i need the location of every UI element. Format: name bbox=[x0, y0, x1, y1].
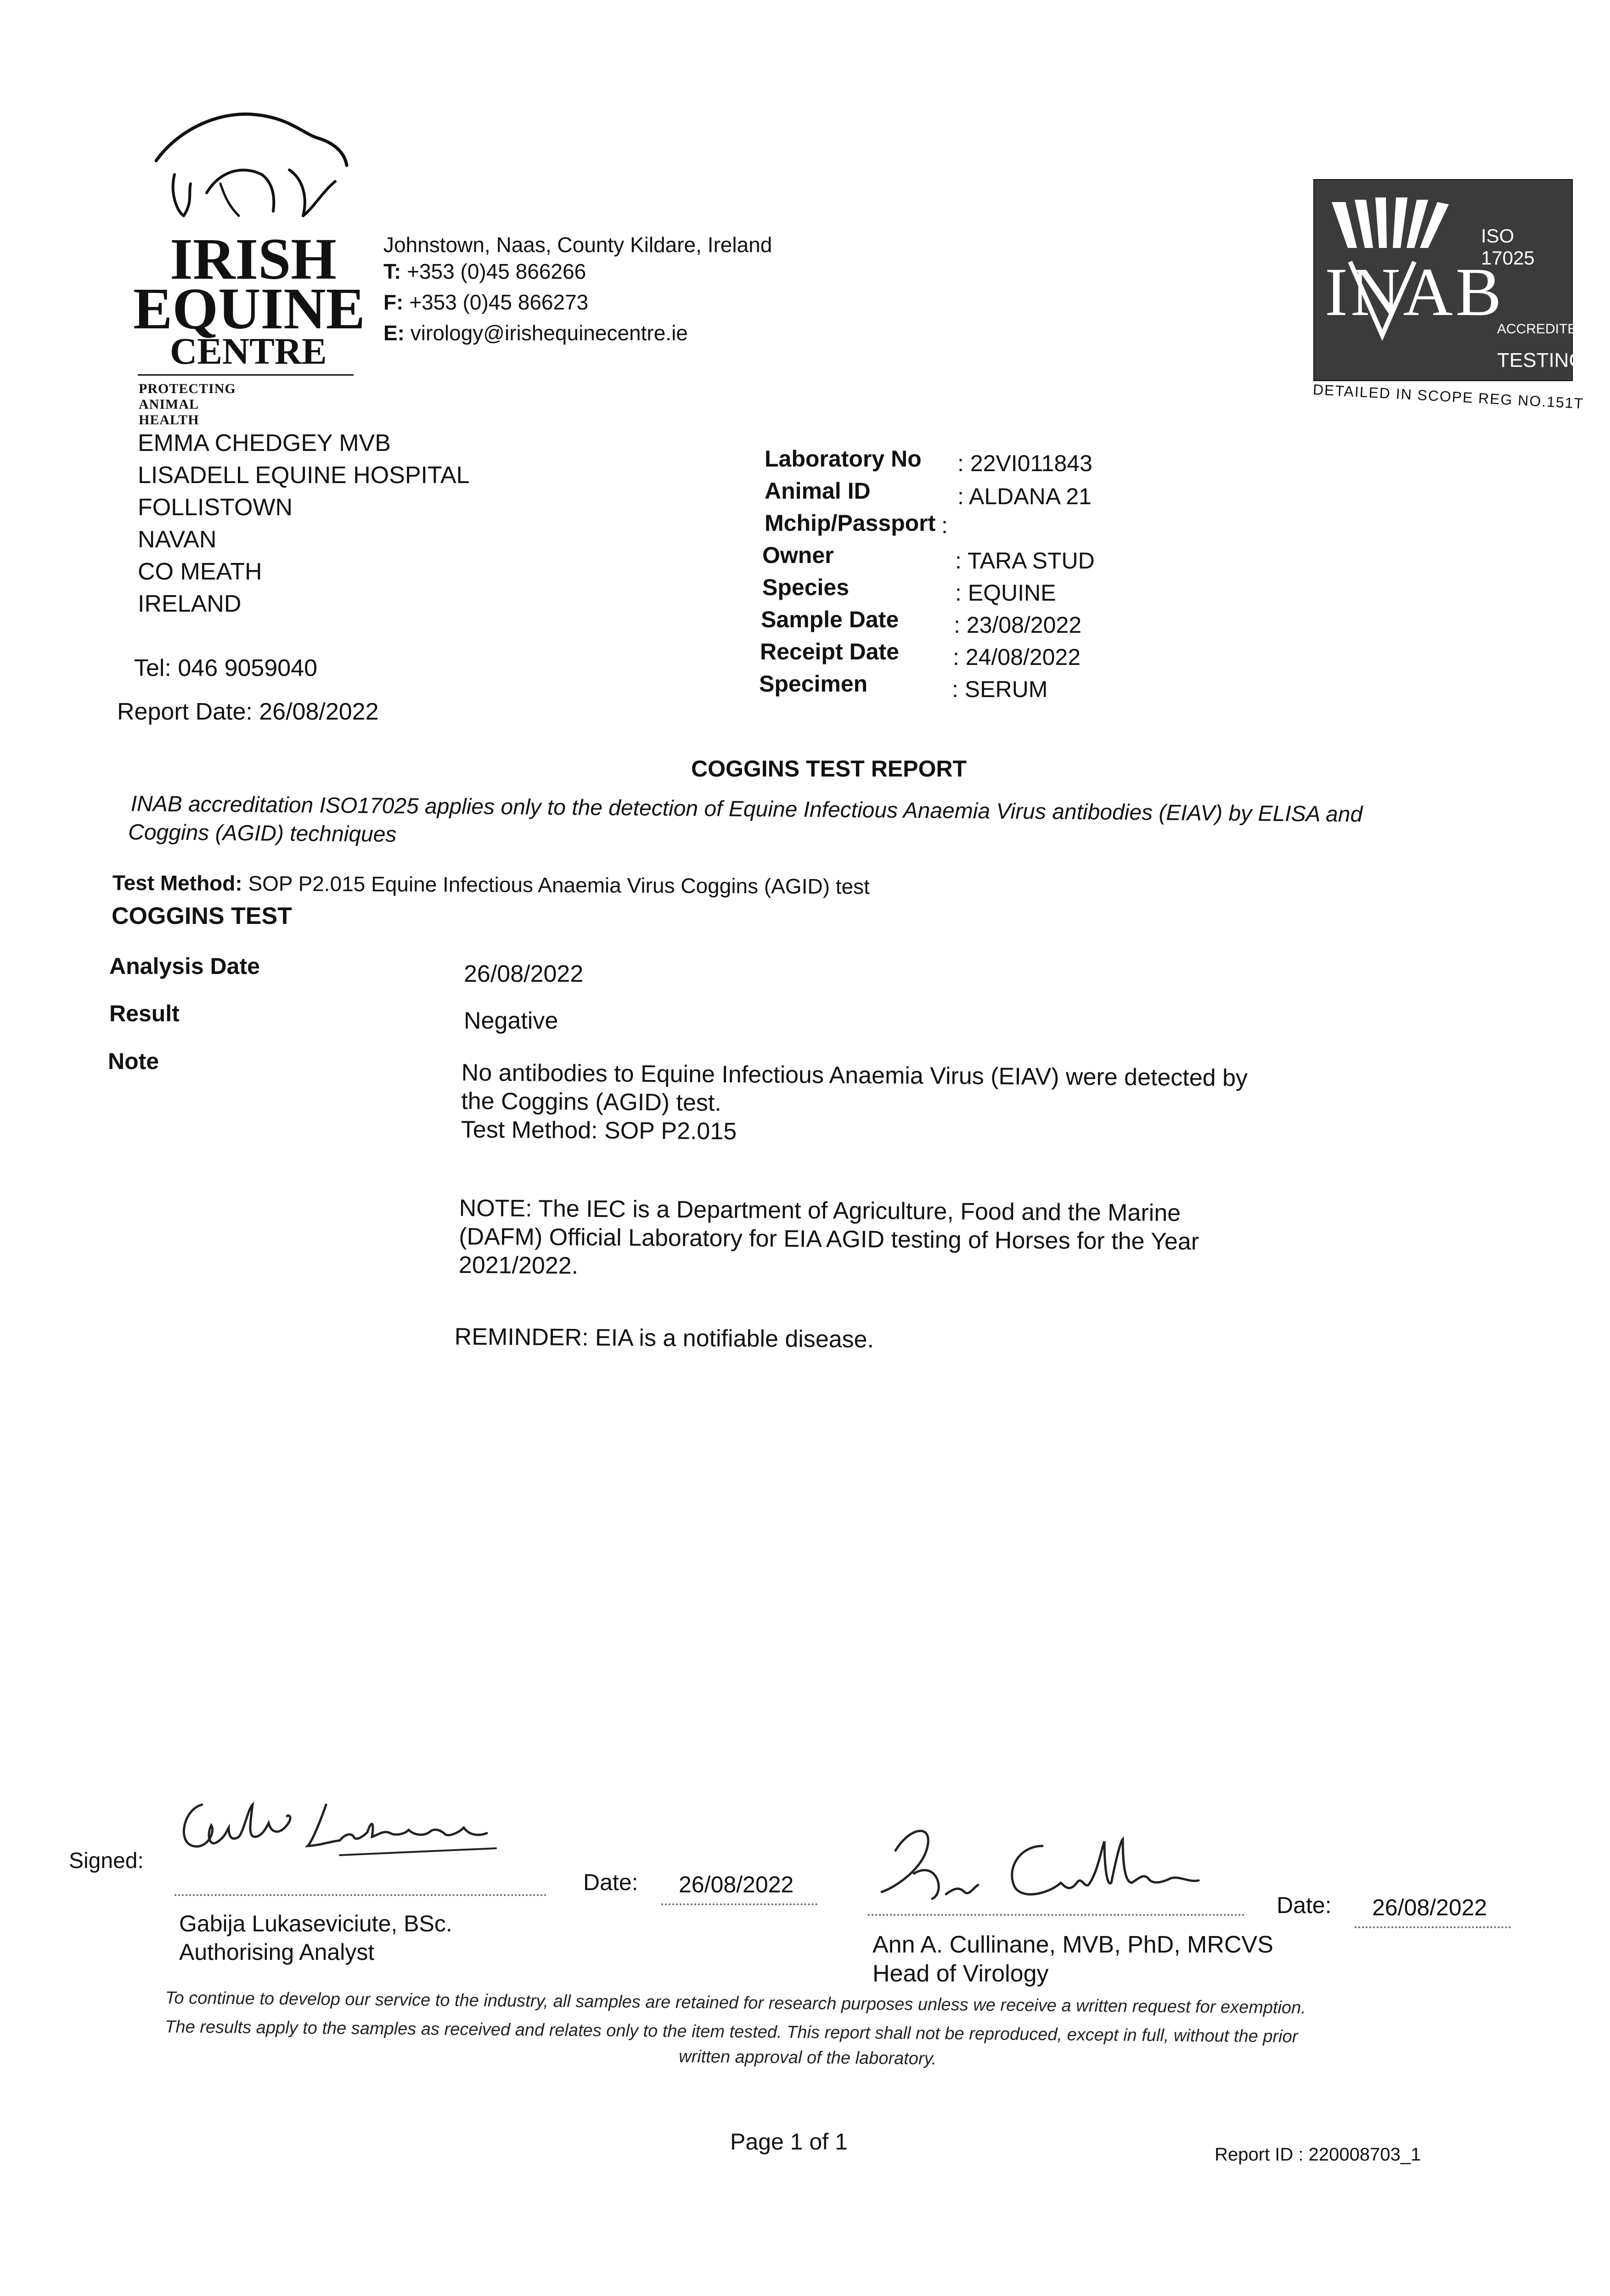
recipient-line: CO MEATH bbox=[138, 558, 262, 585]
result-label: Result bbox=[109, 1001, 180, 1026]
note-line: No antibodies to Equine Infectious Anaemia Virus (EIAV) were detected by bbox=[461, 1059, 1248, 1092]
sample-info-label: Specimen bbox=[759, 671, 868, 697]
head-date-label: Date: bbox=[1277, 1892, 1332, 1918]
reminder-text: REMINDER: EIA is a notifiable disease. bbox=[454, 1323, 874, 1353]
head-date-value: 26/08/2022 bbox=[1372, 1895, 1487, 1920]
recipient-line: EMMA CHEDGEY MVB bbox=[138, 430, 391, 456]
lab-email: virology@irishequinecentre.ie bbox=[410, 321, 688, 345]
disclaimer-line: written approval of the laboratory. bbox=[678, 2047, 937, 2069]
sample-info-label: Receipt Date bbox=[760, 639, 899, 664]
accreditation-note bbox=[130, 790, 1554, 859]
analyst-signature-line bbox=[175, 1894, 546, 1896]
email-label: E: bbox=[383, 321, 405, 345]
logo-divider bbox=[138, 374, 354, 376]
sample-info-label: Species bbox=[762, 574, 850, 600]
sample-info-label: Sample Date bbox=[761, 607, 899, 632]
sample-info-value: : 23/08/2022 bbox=[954, 612, 1082, 638]
note-line: the Coggins (AGID) test. bbox=[461, 1087, 721, 1116]
inab-accreditation-badge bbox=[1313, 179, 1587, 381]
disclaimer-line: To continue to develop our service to the industry, all samples are retained for research purposes unless we receive a written request for exemption. bbox=[165, 1988, 1306, 2018]
result-value: Negative bbox=[464, 1007, 558, 1034]
head-date-line bbox=[1355, 1926, 1511, 1928]
accredited-label: ACCREDITED bbox=[1497, 321, 1587, 337]
sample-info-value: : EQUINE bbox=[955, 580, 1056, 606]
accreditation-note-line: Coggins (AGID) techniques bbox=[128, 820, 397, 847]
lab-fax: +353 (0)45 866273 bbox=[409, 290, 589, 314]
sample-info-value: : TARA STUD bbox=[955, 548, 1095, 574]
analyst-name: Gabija Lukaseviciute, BSc. bbox=[179, 1911, 452, 1936]
note-label: Note bbox=[108, 1048, 159, 1074]
sample-info-value: : SERUM bbox=[952, 676, 1048, 702]
page-number: Page 1 of 1 bbox=[730, 2129, 848, 2155]
inab-scope-text: DETAILED IN SCOPE REG NO.151T bbox=[1312, 381, 1585, 412]
report-title: COGGINS TEST REPORT bbox=[691, 756, 967, 782]
sample-info-value: : 24/08/2022 bbox=[953, 644, 1081, 670]
lab-telephone: +353 (0)45 866266 bbox=[407, 259, 586, 283]
dafm-note-line: (DAFM) Official Laboratory for EIA AGID testing of Horses for the Year bbox=[459, 1223, 1199, 1255]
logo-line-irish: IRISH bbox=[170, 226, 337, 292]
logo-line-equine: EQUINE bbox=[133, 276, 365, 341]
tel-label: T: bbox=[383, 259, 401, 283]
coggins-section-title: COGGINS TEST bbox=[112, 903, 292, 929]
analysis-date-label: Analysis Date bbox=[109, 953, 260, 979]
disclaimer bbox=[165, 1988, 1451, 2073]
recipient-line: NAVAN bbox=[138, 526, 217, 553]
head-role: Head of Virology bbox=[873, 1960, 1049, 1987]
analyst-date-value: 26/08/2022 bbox=[679, 1872, 794, 1897]
fax-label: F: bbox=[383, 290, 404, 314]
dafm-note bbox=[459, 1194, 1199, 1284]
testing-label: TESTING bbox=[1497, 349, 1585, 371]
analyst-date-line bbox=[661, 1903, 817, 1905]
test-method-value: SOP P2.015 Equine Infectious Anaemia Virus Coggins (AGID) test bbox=[248, 871, 870, 899]
sample-info-value: : 22VI011843 bbox=[957, 450, 1092, 476]
logo-line-centre: CENTRE bbox=[170, 330, 327, 372]
analyst-signature-image bbox=[175, 1791, 505, 1869]
disclaimer-line: The results apply to the samples as received and relates only to the item tested. This report shall not be reproduced, except in full, without the prior bbox=[165, 2017, 1298, 2047]
report-date: Report Date: 26/08/2022 bbox=[117, 698, 379, 725]
test-method-label: Test Method: bbox=[112, 871, 242, 895]
sample-info-label: Mchip/Passport bbox=[765, 510, 936, 536]
accreditation-note-line: INAB accreditation ISO17025 applies only to the detection of Equine Infectious Anaemia Virus antibodies (EIAV) by ELISA and bbox=[130, 791, 1363, 827]
horse-logo-icon bbox=[152, 101, 354, 230]
head-name: Ann A. Cullinane, MVB, PhD, MRCVS bbox=[873, 1931, 1273, 1958]
sample-info-label: Owner bbox=[762, 542, 834, 568]
inab-brand: INAB bbox=[1325, 254, 1504, 330]
test-method-line bbox=[113, 870, 870, 899]
iso-label: ISO 17025 bbox=[1481, 225, 1535, 269]
sample-info-value: : bbox=[941, 512, 948, 538]
analysis-date-value: 26/08/2022 bbox=[464, 961, 584, 987]
recipient-telephone: Tel: 046 9059040 bbox=[134, 655, 318, 681]
lab-address: Johnstown, Naas, County Kildare, Ireland bbox=[383, 233, 772, 257]
sample-info-label: Laboratory No bbox=[765, 446, 922, 472]
signed-label: Signed: bbox=[69, 1849, 144, 1873]
recipient-line: FOLLISTOWN bbox=[138, 494, 293, 521]
logo-tagline: PROTECTING ANIMAL HEALTH bbox=[139, 381, 236, 428]
dafm-note-line: 2021/2022. bbox=[458, 1251, 579, 1279]
recipient-line: IRELAND bbox=[138, 591, 242, 617]
recipient-address bbox=[138, 427, 469, 620]
sample-info-value: : ALDANA 21 bbox=[957, 484, 1092, 509]
note-text bbox=[461, 1058, 1248, 1149]
note-line: Test Method: SOP P2.015 bbox=[461, 1116, 737, 1145]
sample-info-label: Animal ID bbox=[765, 478, 871, 504]
analyst-date-label: Date: bbox=[583, 1869, 638, 1895]
head-signature-image bbox=[868, 1818, 1244, 1910]
head-signature-line bbox=[868, 1914, 1244, 1916]
analyst-role: Authorising Analyst bbox=[179, 1939, 375, 1965]
report-id: Report ID : 220008703_1 bbox=[1215, 2144, 1421, 2165]
dafm-note-line: NOTE: The IEC is a Department of Agriculture, Food and the Marine bbox=[459, 1195, 1181, 1227]
recipient-line: LISADELL EQUINE HOSPITAL bbox=[138, 462, 470, 489]
